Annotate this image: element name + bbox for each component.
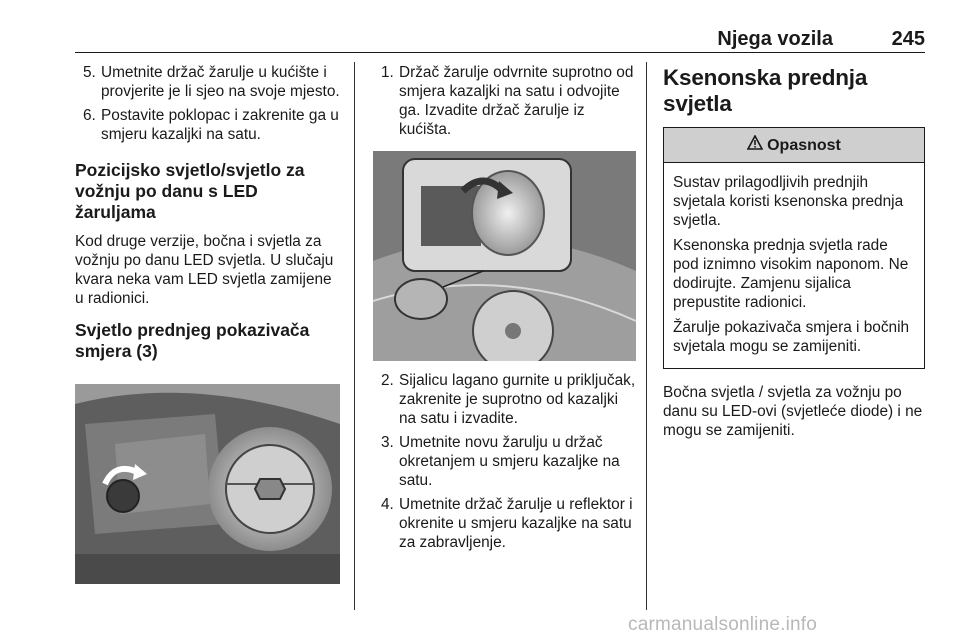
list-item [373,63,636,139]
list-number: 3. [381,434,394,451]
warning-box [663,127,925,369]
warning-triangle-icon [747,135,763,155]
indicator-bulb-photo [75,384,340,584]
list-text: Držač žarulje odvrnite suprotno od smjera kazaljki na satu i odvojite ga. Izvadite držač žarulje iz kućišta. [399,64,634,138]
list-item [75,106,340,144]
paragraph: Bočna svjetla / svjetla za vožnju po danu su LED-ovi (svjetleće diode) i ne mogu se zamijeniti. [663,384,923,439]
section-heading-indicator: Svjetlo prednjeg pokazivača smjera (3) [75,320,310,361]
column-left [75,63,340,584]
list-item [75,63,340,101]
section-heading-led-lights: Pozicijsko svjetlo/svjetlo za vožnju po danu s LED žaruljama [75,160,305,222]
page-header [75,0,925,53]
warning-paragraph: Ksenonska prednja svjetla rade pod iznimno visokim naponom. Ne dodirujte. Zamjenu sijalica prepustite radionici. [673,237,909,311]
section-heading-xenon: Ksenonska prednja svjetla [663,65,868,116]
column-right [663,63,925,448]
list-text: Umetnite držač žarulje u reflektor i okrenite u smjeru kazaljke na satu za zabravljenje. [399,496,633,551]
paragraph: Kod druge verzije, bočna i svjetla za vožnju po danu LED svjetla. U slučaju kvara neka vam LED svjetla zamijene u radionici. [75,233,334,307]
chapter-title: Njega vozila [717,28,833,50]
bulb-holder-photo [373,151,636,361]
warning-header [664,128,924,163]
list-number: 6. [83,107,96,124]
list-text: Postavite poklopac i zakrenite ga u smjeru kazaljki na satu. [101,107,339,143]
column-middle [373,63,636,557]
list-text: Umetnite novu žarulju u držač okretanjem u smjeru kazaljke na satu. [399,434,620,489]
list-number: 4. [381,496,394,513]
list-item [373,371,636,428]
list-item [373,495,636,552]
list-number: 2. [381,372,394,389]
warning-paragraph: Žarulje pokazivača smjera i bočnih svjetala mogu se zamijeniti. [673,319,910,355]
watermark: carmanualsonline.info [628,614,818,635]
column-divider-right [646,62,647,610]
list-number: 1. [381,64,394,81]
page-number: 245 [891,28,925,50]
list-text: Sijalicu lagano gurnite u priključak, zakrenite je suprotno od kazaljki na satu i izvadite. [399,372,636,427]
warning-paragraph: Sustav prilagodljivih prednjih svjetala koristi ksenonska prednja svjetla. [673,174,904,229]
list-text: Umetnite držač žarulje u kućište i provjerite je li sjeo na svoje mjesto. [101,64,340,100]
list-item [373,433,636,490]
column-divider-left [354,62,355,610]
warning-title: Opasnost [767,136,841,154]
warning-body [664,163,924,368]
list-number: 5. [83,64,96,81]
